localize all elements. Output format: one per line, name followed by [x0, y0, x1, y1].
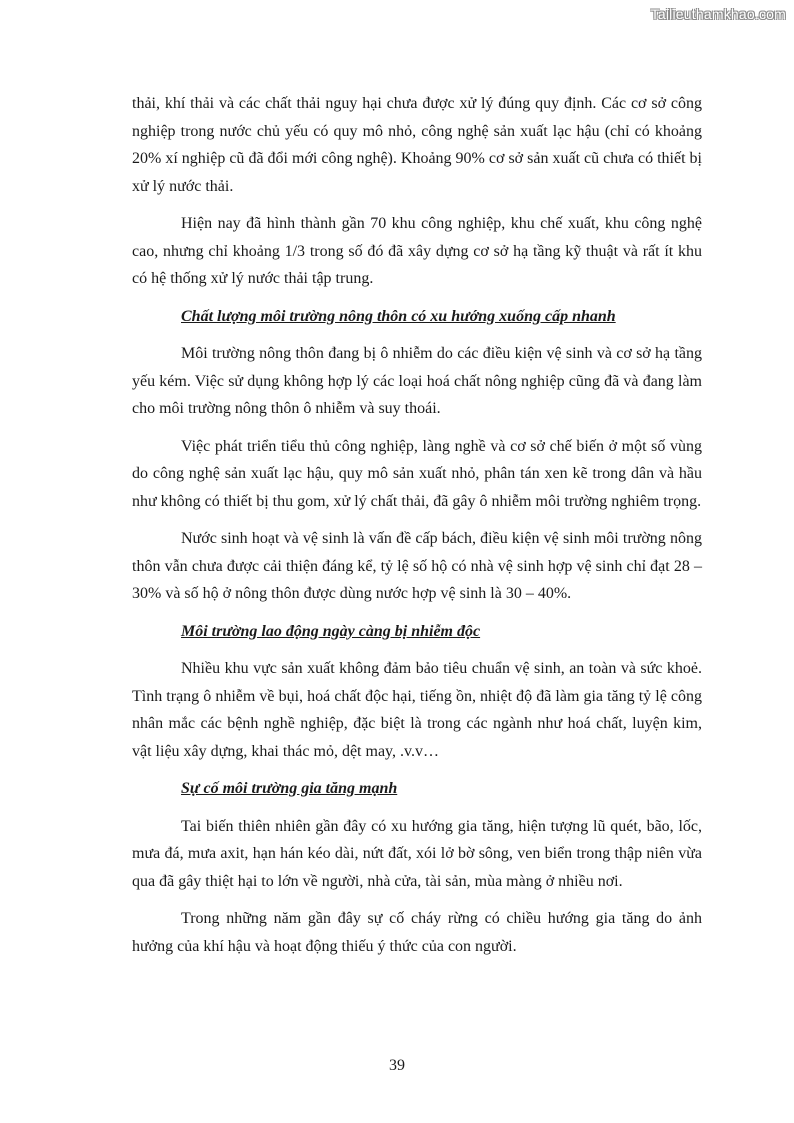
document-body [132, 90, 702, 970]
heading-rural-environment: Chất lượng môi trường nông thôn có xu hướng xuống cấp nhanh [181, 307, 616, 325]
paragraph-craft-villages: Việc phát triển tiểu thủ công nghiệp, làng nghề và cơ sở chế biến ở một số vùng do công nghệ sản xuất lạc hậu, quy mô sản xuất nhỏ, phân tán xen kẽ trong dân và hầu như không có thiết bị thu gom, xử lý chất thải, đã gây ô nhiễm môi trường nghiêm trọng. [132, 437, 702, 510]
paragraph-industrial-zones: Hiện nay đã hình thành gần 70 khu công nghiệp, khu chế xuất, khu công nghệ cao, nhưng chỉ khoảng 1/3 trong số đó đã xây dựng cơ sở hạ tầng kỹ thuật và rất ít khu có hệ thống xử lý nước thải tập trung. [132, 215, 702, 287]
watermark-text: Tailieuthamkhao.com [650, 6, 786, 22]
paragraph-water-sanitation: Nước sinh hoạt và vệ sinh là vấn đề cấp bách, điều kiện vệ sinh môi trường nông thôn vẫn chưa được cải thiện đáng kể, tỷ lệ số hộ có nhà vệ sinh hợp vệ sinh chỉ đạt 28 – 30% và số hộ ở nông thôn được dùng nước hợp vệ sinh là 30 – 40%. [132, 530, 702, 602]
paragraph-natural-disasters: Tai biến thiên nhiên gần đây có xu hướng gia tăng, hiện tượng lũ quét, bão, lốc, mưa đá, mưa axit, hạn hán kéo dài, nứt đất, xói lở bờ sông, ven biển trong thập niên vừa qua đã gây thiệt hại to lớn về người, nhà cửa, tài sản, mùa màng ở nhiều nơi. [132, 817, 702, 890]
paragraph-continuation: thải, khí thải và các chất thải nguy hại chưa được xử lý đúng quy định. Các cơ sở công nghiệp trong nước chủ yếu có quy mô nhỏ, công nghệ sản xuất lạc hậu (chỉ có khoảng 20% xí nghiệp cũ đã đổi mới công nghệ). Khoảng 90% cơ sở sản xuất cũ chưa có thiết bị xử lý nước thải. [132, 95, 702, 195]
paragraph-forest-fires: Trong những năm gần đây sự cố cháy rừng có chiều hướng gia tăng do ảnh hưởng của khí hậu và hoạt động thiếu ý thức của con người. [132, 910, 702, 955]
heading-environmental-incidents: Sự cố môi trường gia tăng mạnh [181, 780, 398, 797]
heading-labor-environment: Môi trường lao động ngày càng bị nhiễm độc [181, 622, 481, 640]
paragraph-workplace-pollution: Nhiều khu vực sản xuất không đảm bảo tiêu chuẩn vệ sinh, an toàn và sức khoẻ. Tình trạng ô nhiễm về bụi, hoá chất độc hại, tiếng ồn, nhiệt độ đã làm gia tăng tỷ lệ công nhân mắc các bệnh nghề nghiệp, đặc biệt là trong các ngành như hoá chất, luyện kim, vật liệu xây dựng, khai thác mỏ, dệt may, .v.v… [132, 660, 702, 760]
paragraph-rural-pollution: Môi trường nông thôn đang bị ô nhiễm do các điều kiện vệ sinh và cơ sở hạ tầng yếu kém. Việc sử dụng không hợp lý các loại hoá chất nông nghiệp cũng đã và đang làm cho môi trường nông thôn ô nhiễm và suy thoái. [132, 345, 702, 417]
page-number: 39 [389, 1057, 405, 1074]
